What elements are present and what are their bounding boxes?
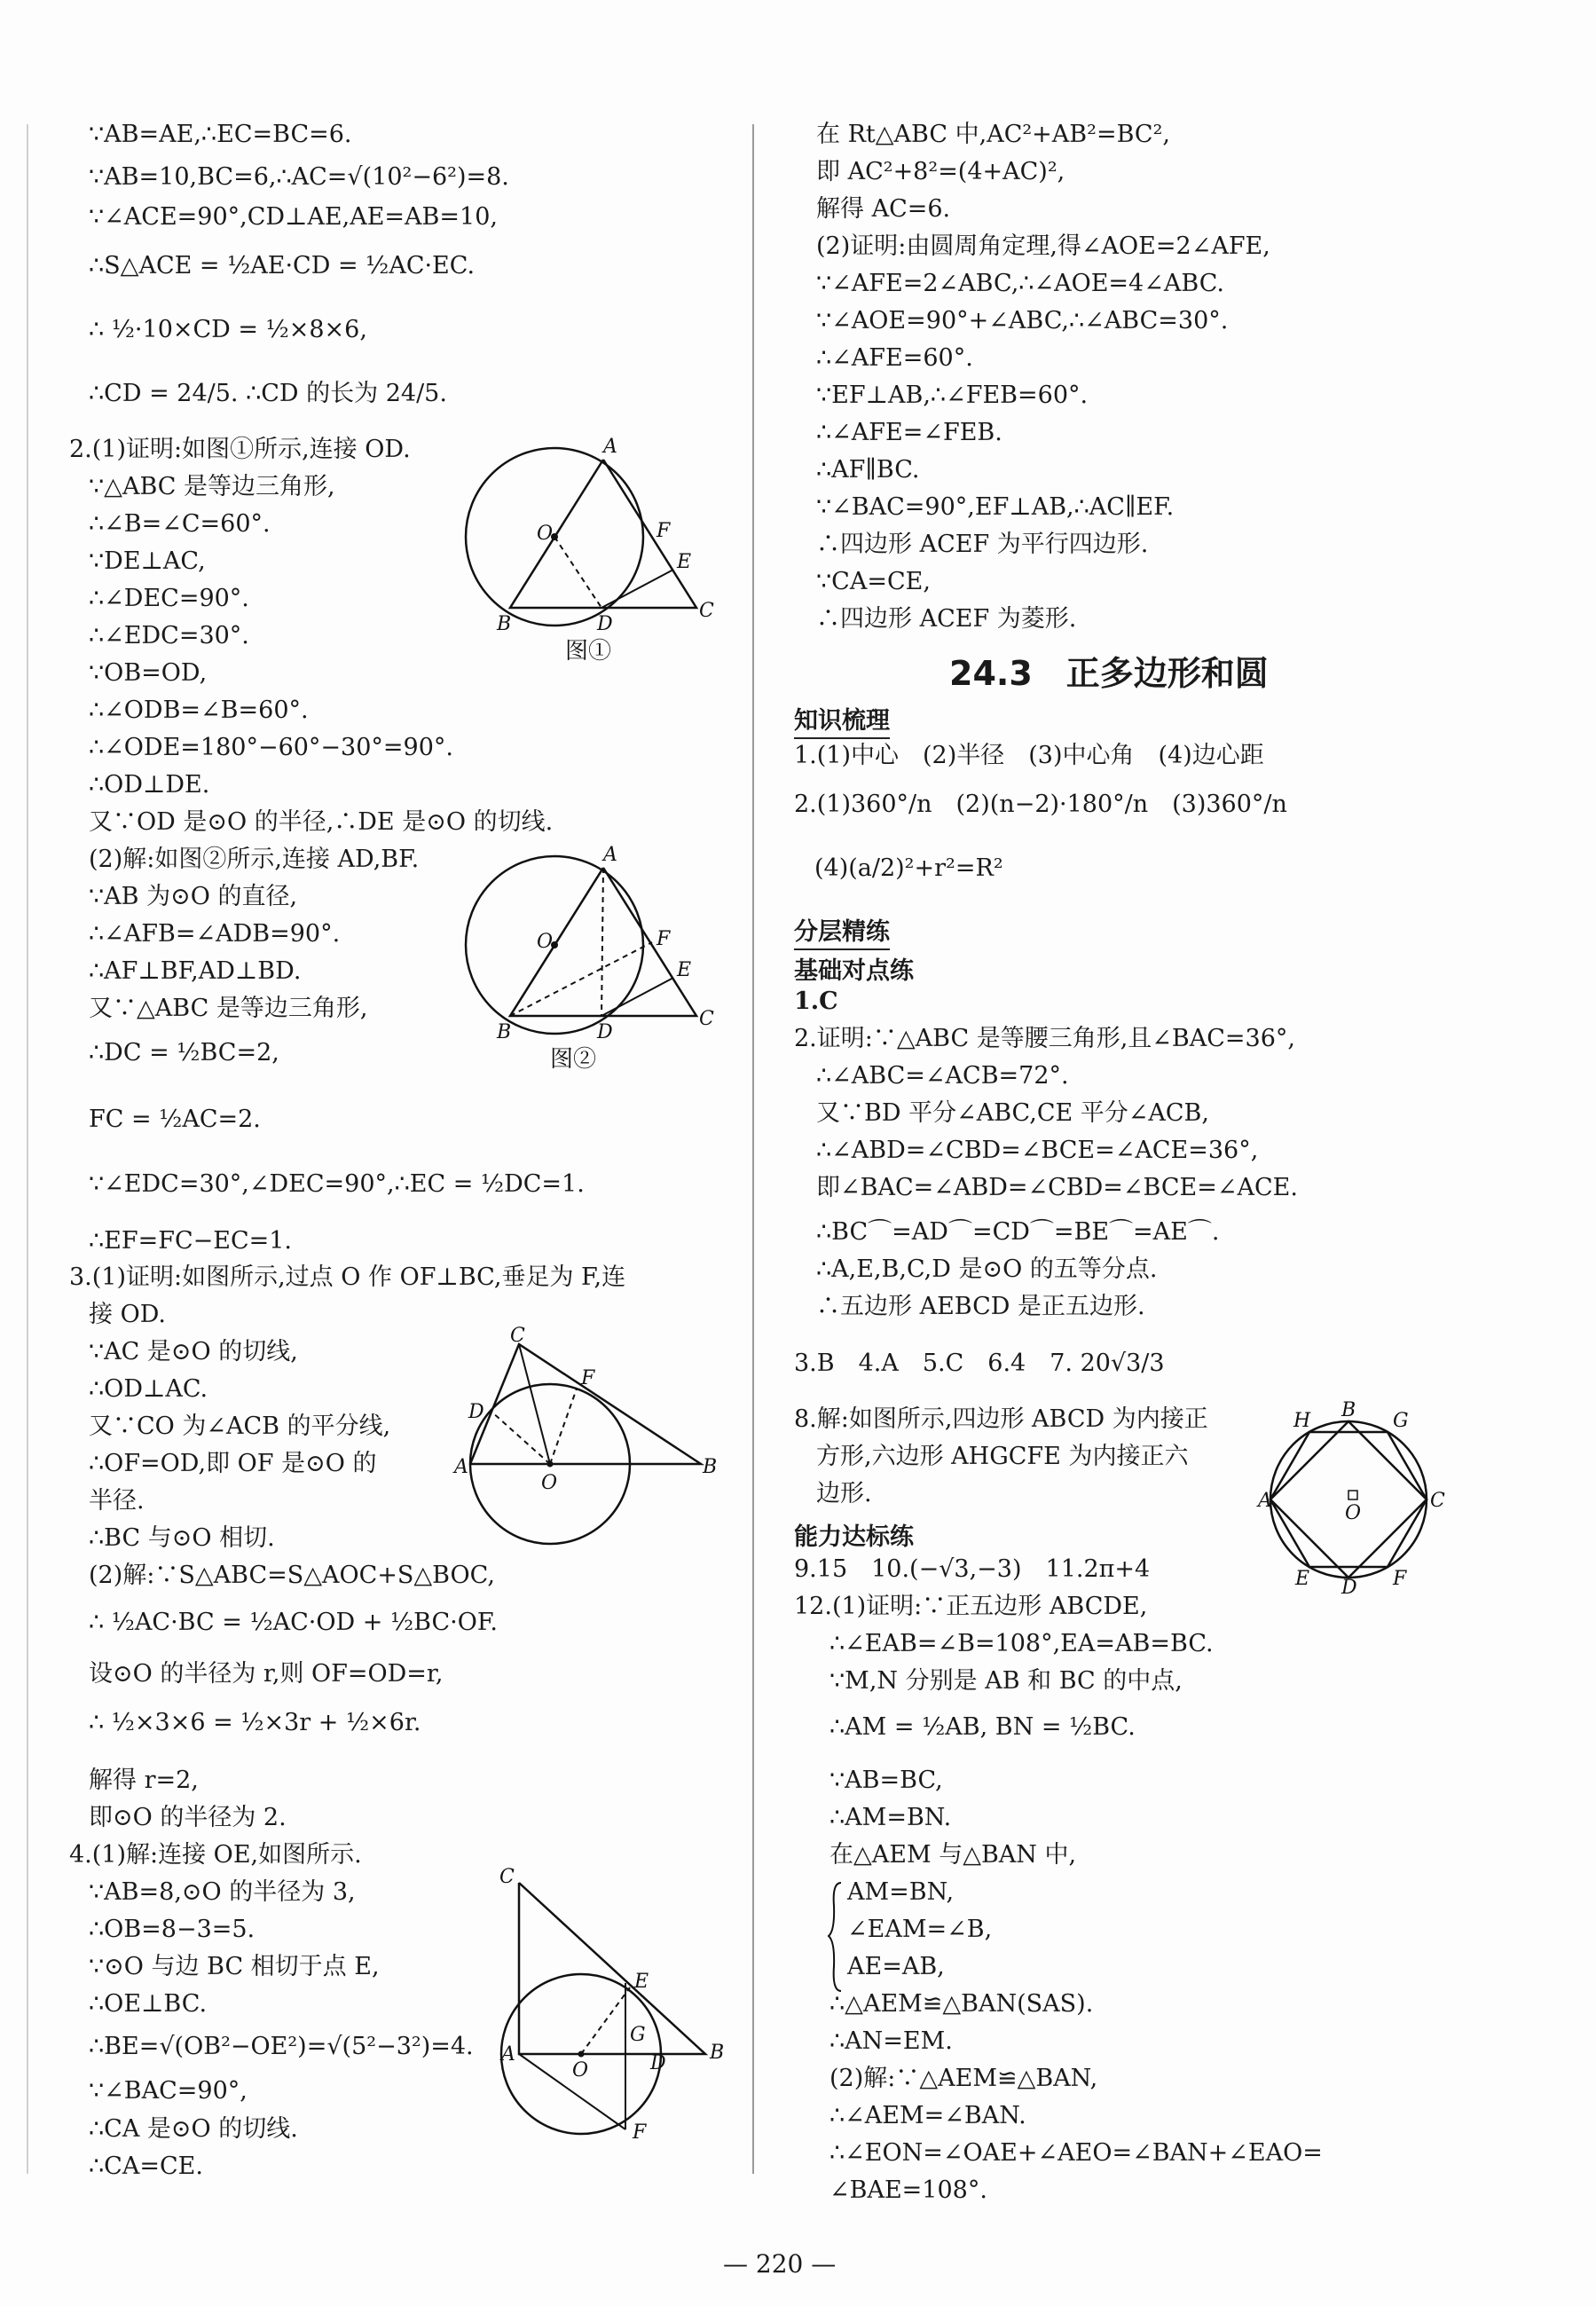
- ability-heading: 能力达标练: [794, 1523, 914, 1551]
- left-line: ∴EF=FC−EC=1.: [89, 1227, 293, 1255]
- basic-heading: 基础对点练: [794, 957, 914, 985]
- left-line: 3.(1)证明:如图所示,过点 O 作 OF⊥BC,垂足为 F,连: [69, 1263, 626, 1291]
- basic-line: 2.证明:∵△ABC 是等腰三角形,且∠BAC=36°,: [794, 1025, 1295, 1052]
- fig4-label-C: C: [499, 1866, 515, 1888]
- ability-line: ∴∠EAB=∠B=108°,EA=AB=BC.: [829, 1630, 1214, 1657]
- fig1-label-A: A: [603, 436, 617, 458]
- fig1-caption: 图①: [565, 638, 612, 665]
- knowledge-line: (4)(a/2)²+r²=R²: [814, 854, 1003, 882]
- right-line: ∴四边形 ACEF 为平行四边形.: [816, 531, 1149, 558]
- basic-line: ∴BC⌒=AD⌒=CD⌒=BE⌒=AE⌒.: [816, 1218, 1220, 1246]
- fig2-de: [601, 978, 673, 1016]
- left-line: 又∵CO 为∠ACB 的平分线,: [89, 1413, 391, 1440]
- ability-line: ∴AM=BN.: [829, 1804, 952, 1831]
- fig1-label-D: D: [597, 613, 613, 635]
- fig4-label-A: A: [501, 2043, 515, 2066]
- fig4-label-E: E: [634, 1971, 649, 1993]
- ability-line: 在△AEM 与△BAN 中,: [829, 1841, 1077, 1869]
- right-line: ∵CA=CE,: [816, 568, 931, 595]
- fig3-label-B: B: [703, 1456, 718, 1478]
- basic-line: ∴∠ABD=∠CBD=∠BCE=∠ACE=36°,: [816, 1137, 1259, 1164]
- left-line: ∵OB=OD,: [89, 659, 208, 687]
- left-line: ∴OD⊥AC.: [89, 1375, 208, 1403]
- fig5-label-G: G: [1393, 1410, 1409, 1432]
- section-title: 24.3 正多边形和圆: [949, 654, 1269, 693]
- left-line: ∴ ½·10×CD = ½×8×6,: [89, 316, 367, 343]
- left-line: (2)解:∵S△ABC=S△AOC+S△BOC,: [89, 1562, 495, 1589]
- left-line: ∴∠B=∠C=60°.: [89, 510, 271, 538]
- left-line: ∴ ½×3×6 = ½×3r + ½×6r.: [89, 1709, 421, 1736]
- figure-5: [1258, 1399, 1473, 1599]
- right-line: 在 Rt△ABC 中,AC²+AB²=BC²,: [816, 121, 1170, 148]
- fig3-center: [547, 1461, 554, 1468]
- left-line: ∴∠AFB=∠ADB=90°.: [89, 920, 341, 948]
- left-line: ∵∠EDC=30°,∠DEC=90°,∴EC = ½DC=1.: [89, 1170, 585, 1198]
- right-line: ∵∠AOE=90°+∠ABC,∴∠ABC=30°.: [816, 307, 1229, 334]
- fig2-bf: [510, 942, 652, 1016]
- left-line: ∴∠EDC=30°.: [89, 622, 249, 649]
- left-line: 设⊙O 的半径为 r,则 OF=OD=r,: [89, 1660, 444, 1688]
- ability-line: AE=AB,: [847, 1953, 945, 1980]
- ability-line: ∴∠AEM=∠BAN.: [829, 2102, 1026, 2129]
- right-line: ∴AF∥BC.: [816, 456, 920, 484]
- right-line: 即 AC²+8²=(4+AC)²,: [816, 158, 1065, 185]
- basic-line: ∴∠ABC=∠ACB=72°.: [816, 1062, 1069, 1090]
- fig2-label-F: F: [656, 928, 671, 950]
- left-line: ∵AC 是⊙O 的切线,: [89, 1338, 298, 1365]
- left-line: ∴CA=CE.: [89, 2153, 203, 2180]
- fig1-label-F: F: [656, 520, 671, 542]
- figure-2: [457, 843, 723, 1082]
- left-margin-rule: [27, 124, 28, 2174]
- fig3-of: [550, 1389, 577, 1464]
- basic-line: 边形.: [816, 1480, 872, 1507]
- left-line: 解得 r=2,: [89, 1767, 199, 1794]
- fig1-de: [601, 570, 673, 608]
- left-line: ∴AF⊥BF,AD⊥BD.: [89, 957, 302, 985]
- fig4-label-D: D: [650, 2052, 666, 2074]
- left-line: ∴∠DEC=90°.: [89, 585, 249, 612]
- fig4-center: [578, 2051, 585, 2058]
- basic-line: ∴五边形 AEBCD 是正五边形.: [816, 1293, 1145, 1320]
- ability-line: ∵M,N 分别是 AB 和 BC 的中点,: [829, 1667, 1183, 1695]
- fig4-triangle: [519, 1883, 705, 2054]
- basic-line: 又∵BD 平分∠ABC,CE 平分∠ACB,: [816, 1099, 1209, 1127]
- fig5-label-A: A: [1258, 1490, 1272, 1512]
- fig5-label-E: E: [1295, 1568, 1310, 1590]
- left-line: 又∵△ABC 是等边三角形,: [89, 995, 368, 1022]
- left-line: FC = ½AC=2.: [89, 1106, 261, 1133]
- left-line: 接 OD.: [89, 1301, 166, 1328]
- left-line: ∴∠ODE=180°−60°−30°=90°.: [89, 734, 453, 761]
- fig3-label-A: A: [454, 1456, 468, 1478]
- right-line: ∴∠AFE=60°.: [816, 344, 973, 372]
- fig5-right-angle: [1348, 1491, 1357, 1499]
- left-line: 半径.: [89, 1487, 145, 1515]
- fig5-label-D: D: [1341, 1577, 1357, 1599]
- left-line: ∴CA 是⊙O 的切线.: [89, 2115, 298, 2143]
- knowledge-line: 1.(1)中心 (2)半径 (3)中心角 (4)边心距: [794, 742, 1264, 769]
- left-line: ∴OF=OD,即 OF 是⊙O 的: [89, 1450, 377, 1477]
- fig3-label-C: C: [510, 1325, 525, 1347]
- fig5-label-C: C: [1430, 1490, 1445, 1512]
- right-line: 解得 AC=6.: [816, 195, 951, 223]
- right-line: ∴四边形 ACEF 为菱形.: [816, 605, 1077, 633]
- fig2-label-B: B: [497, 1021, 512, 1043]
- left-line: ∴∠ODB=∠B=60°.: [89, 697, 309, 724]
- fig5-label-O: O: [1345, 1502, 1362, 1524]
- system-brace: [827, 1879, 845, 1995]
- fig3-od: [491, 1412, 550, 1464]
- left-line: ∴CD = 24/5. ∴CD 的长为 24/5.: [89, 380, 447, 407]
- ability-line: ∠BAE=108°.: [829, 2176, 987, 2204]
- left-line: ∵AB 为⊙O 的直径,: [89, 883, 298, 910]
- knowledge-heading: 知识梳理: [794, 701, 890, 739]
- basic-line: 3.B 4.A 5.C 6.4 7. 20√3/3: [794, 1350, 1165, 1377]
- fig3-triangle: [470, 1344, 701, 1464]
- right-line: ∵EF⊥AB,∴∠FEB=60°.: [816, 382, 1089, 409]
- fig2-ad: [601, 868, 603, 1016]
- fig1-label-C: C: [699, 600, 714, 622]
- fig2-caption: 图②: [550, 1046, 597, 1073]
- fig2-label-C: C: [699, 1008, 714, 1030]
- ability-line: ∴AM = ½AB, BN = ½BC.: [829, 1713, 1136, 1741]
- basic-line: 即∠BAC=∠ABD=∠CBD=∠BCE=∠ACE.: [816, 1174, 1298, 1201]
- fig2-label-D: D: [597, 1021, 613, 1043]
- left-line: ∵AB=AE,∴EC=BC=6.: [89, 121, 352, 148]
- fig2-ab: [510, 868, 603, 1016]
- left-line: (2)解:如图②所示,连接 AD,BF.: [89, 846, 420, 873]
- left-line: ∵DE⊥AC,: [89, 547, 206, 575]
- left-line: ∴OE⊥BC.: [89, 1990, 208, 2018]
- fig2-label-E: E: [677, 959, 692, 981]
- fig1-label-E: E: [677, 551, 692, 573]
- left-line: ∴DC = ½BC=2,: [89, 1039, 279, 1066]
- column-divider: [752, 124, 754, 2174]
- ability-line: 12.(1)证明:∵正五边形 ABCDE,: [794, 1593, 1148, 1620]
- figure-4: [492, 1866, 759, 2147]
- left-line: ∵∠BAC=90°,: [89, 2077, 248, 2105]
- layered-heading: 分层精练: [794, 912, 890, 950]
- left-line: ∴S△ACE = ½AE·CD = ½AC·EC.: [89, 252, 476, 279]
- right-line: ∴∠AFE=∠FEB.: [816, 419, 1002, 446]
- ability-line: ∴AN=EM.: [829, 2027, 953, 2055]
- left-line: ∵⊙O 与边 BC 相切于点 E,: [89, 1953, 380, 1980]
- fig4-label-G: G: [630, 2024, 646, 2046]
- fig1-label-B: B: [497, 613, 512, 635]
- basic-line: 1.C: [794, 988, 838, 1015]
- left-line: ∵△ABC 是等边三角形,: [89, 473, 335, 500]
- fig1-label-O: O: [537, 523, 554, 545]
- right-line: ∵∠BAC=90°,EF⊥AB,∴AC∥EF.: [816, 493, 1175, 521]
- left-line: ∴OB=8−3=5.: [89, 1916, 256, 1943]
- left-line: 4.(1)解:连接 OE,如图所示.: [69, 1841, 362, 1869]
- fig3-label-F: F: [581, 1367, 595, 1389]
- fig5-label-F: F: [1393, 1568, 1407, 1590]
- fig2-label-A: A: [603, 844, 617, 866]
- fig3-label-O: O: [541, 1472, 558, 1494]
- basic-line: 方形,六边形 AHGCFE 为内接正六: [816, 1443, 1189, 1470]
- left-line: ∴BC 与⊙O 相切.: [89, 1524, 275, 1552]
- left-line: ∵AB=10,BC=6,∴AC=√(10²−6²)=8.: [89, 163, 509, 191]
- ability-line: ∴∠EON=∠OAE+∠AEO=∠BAN+∠EAO=: [829, 2139, 1323, 2167]
- left-line: ∵∠ACE=90°,CD⊥AE,AE=AB=10,: [89, 203, 498, 231]
- fig4-label-F: F: [633, 2121, 647, 2144]
- left-line: 即⊙O 的半径为 2.: [89, 1804, 287, 1831]
- left-line: 2.(1)证明:如图①所示,连接 OD.: [69, 436, 411, 463]
- basic-line: ∴A,E,B,C,D 是⊙O 的五等分点.: [816, 1255, 1158, 1283]
- right-line: ∵∠AFE=2∠ABC,∴∠AOE=4∠ABC.: [816, 270, 1224, 297]
- fig1-od: [554, 537, 601, 608]
- ability-line: (2)解:∵△AEM≌△BAN,: [829, 2065, 1098, 2092]
- ability-line: ∴△AEM≌△BAN(SAS).: [829, 1990, 1094, 2018]
- fig3-label-D: D: [468, 1401, 484, 1423]
- ability-line: 9.15 10.(−√3,−3) 11.2π+4: [794, 1555, 1151, 1583]
- fig5-label-B: B: [1341, 1399, 1356, 1421]
- fig4-label-B: B: [710, 2042, 725, 2064]
- right-line: (2)证明:由圆周角定理,得∠AOE=2∠AFE,: [816, 232, 1270, 260]
- fig4-label-O: O: [572, 2059, 589, 2082]
- ability-line: AM=BN,: [847, 1878, 955, 1906]
- left-line: ∴BE=√(OB²−OE²)=√(5²−3²)=4.: [89, 2033, 474, 2060]
- ability-line: ∵AB=BC,: [829, 1767, 943, 1794]
- ability-line: ∠EAM=∠B,: [847, 1916, 993, 1943]
- figure-3: [452, 1325, 719, 1562]
- figure-1: [457, 435, 723, 674]
- basic-line: 8.解:如图所示,四边形 ABCD 为内接正: [794, 1405, 1208, 1433]
- fig5-label-H: H: [1293, 1410, 1311, 1432]
- left-line: ∴OD⊥DE.: [89, 771, 210, 799]
- page-number: — 220 —: [723, 2249, 837, 2278]
- knowledge-line: 2.(1)360°/n (2)(n−2)·180°/n (3)360°/n: [794, 791, 1287, 818]
- left-line: 又∵OD 是⊙O 的半径,∴DE 是⊙O 的切线.: [89, 808, 554, 836]
- left-line: ∵AB=8,⊙O 的半径为 3,: [89, 1878, 356, 1906]
- fig4-oe: [581, 1987, 630, 2054]
- fig2-label-O: O: [537, 931, 554, 953]
- left-line: ∴ ½AC·BC = ½AC·OD + ½BC·OF.: [89, 1609, 498, 1636]
